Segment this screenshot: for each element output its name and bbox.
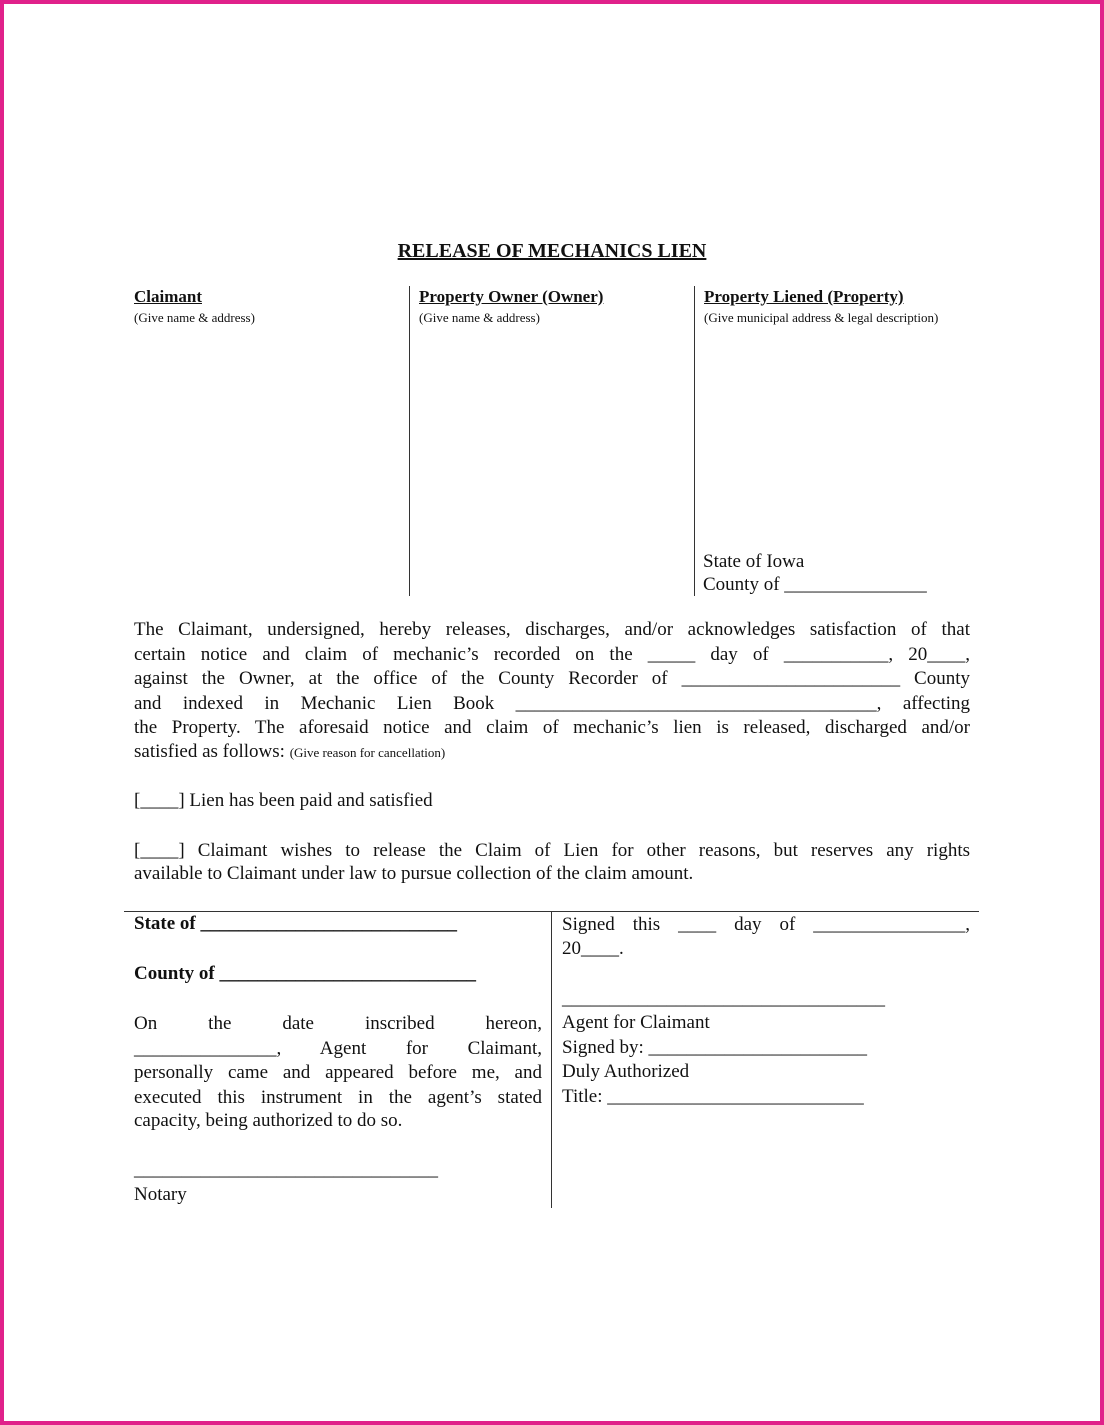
column-divider-2 [694, 286, 695, 596]
column-divider-1 [409, 286, 410, 596]
table-divider [551, 911, 552, 1208]
body-line-6 [134, 741, 445, 763]
notary-county: County of ___________________________ [134, 963, 477, 984]
option-other-reasons-line-1: [____] Claimant wishes to release the Claim of Lien for other reasons, but reserves any rights [134, 840, 970, 861]
agent-for-claimant: Agent for Claimant [562, 1012, 710, 1033]
body-line-4: and indexed in Mechanic Lien Book ______________________________________, affecting [134, 693, 970, 714]
county-of-line: County of _______________ [703, 574, 927, 595]
notary-signature-line: ________________________________ [134, 1159, 438, 1180]
signed-this-line-1: Signed this ____ day of ________________, [562, 914, 970, 935]
document-title: RELEASE OF MECHANICS LIEN [397, 240, 707, 262]
body-line-1: The Claimant, undersigned, hereby releases, discharges, and/or acknowledges satisfaction of that [134, 619, 970, 640]
option-paid-satisfied: [____] Lien has been paid and satisfied [134, 790, 433, 811]
notary-state: State of ___________________________ [134, 913, 457, 934]
title-line: Title: ___________________________ [562, 1086, 864, 1107]
property-subheading: (Give municipal address & legal description) [704, 310, 939, 325]
notary-text-line-1: On the date inscribed hereon, [134, 1013, 542, 1034]
claimant-subheading: (Give name & address) [134, 310, 255, 325]
notary-label: Notary [134, 1184, 187, 1205]
agent-signature-line: __________________________________ [562, 988, 885, 1009]
duly-authorized: Duly Authorized [562, 1061, 690, 1082]
notary-text-line-2: _______________, Agent for Claimant, [134, 1038, 542, 1059]
notary-text-line-4: executed this instrument in the agent’s stated [134, 1087, 542, 1108]
body-line-5: the Property. The aforesaid notice and claim of mechanic’s lien is released, discharged and/or [134, 717, 970, 738]
owner-heading: Property Owner (Owner) [419, 287, 604, 306]
signed-this-line-2: 20____. [562, 938, 624, 959]
notary-text-line-3: personally came and appeared before me, and [134, 1062, 542, 1083]
signed-by-line: Signed by: _______________________ [562, 1037, 868, 1058]
notary-text-line-5: capacity, being authorized to do so. [134, 1110, 403, 1131]
body-line-6-text: satisfied as follows: [134, 741, 285, 762]
claimant-heading: Claimant [134, 287, 202, 306]
option-other-reasons-line-2: available to Claimant under law to pursue collection of the claim amount. [134, 863, 694, 884]
property-heading: Property Liened (Property) [704, 287, 904, 306]
body-line-3: against the Owner, at the office of the County Recorder of _______________________ County [134, 668, 970, 689]
owner-subheading: (Give name & address) [419, 310, 540, 325]
state-of-iowa: State of Iowa [703, 551, 805, 572]
reason-note: (Give reason for cancellation) [289, 745, 446, 760]
body-line-2: certain notice and claim of mechanic’s recorded on the _____ day of ___________, 20____, [134, 644, 970, 665]
